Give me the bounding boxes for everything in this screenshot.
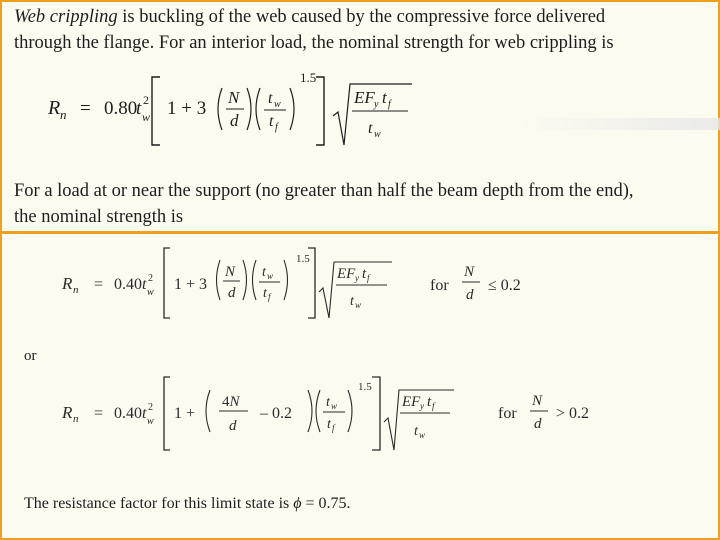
eq2-condition: ≤ 0.2	[488, 277, 521, 294]
eq1-exp: 1.5	[300, 70, 317, 85]
svg-text:t: t	[326, 395, 330, 410]
eq1-N: N	[228, 88, 240, 107]
svg-text:w: w	[419, 430, 426, 440]
svg-text:w: w	[267, 271, 274, 281]
svg-text:N: N	[532, 393, 543, 409]
svg-text:d: d	[228, 285, 236, 301]
svg-text:y: y	[355, 273, 359, 283]
eq1-coef: 0.80	[104, 98, 138, 119]
svg-text:4N: 4N	[222, 394, 240, 410]
svg-text:t: t	[350, 294, 354, 309]
resistance-line	[24, 493, 351, 515]
svg-text:f: f	[275, 122, 278, 133]
svg-text:R: R	[62, 274, 73, 293]
svg-text:w: w	[374, 129, 381, 140]
svg-text:– 0.2: – 0.2	[260, 405, 292, 422]
svg-text:N: N	[464, 264, 475, 280]
svg-text:t: t	[368, 120, 373, 137]
svg-text:t: t	[382, 88, 387, 107]
eq1-d: d	[230, 111, 239, 130]
svg-text:f: f	[388, 99, 391, 110]
eq3-coef: 0.40	[114, 405, 142, 422]
svg-text:1 +: 1 +	[174, 405, 196, 422]
support-line-2: the nominal strength is	[14, 207, 184, 227]
svg-text:t: t	[269, 113, 274, 130]
svg-text:y: y	[420, 401, 424, 411]
svg-text:n: n	[73, 413, 79, 425]
svg-text:2: 2	[148, 402, 153, 413]
phi-symbol: ϕ	[293, 495, 302, 512]
svg-text:f: f	[268, 292, 271, 302]
svg-text:w: w	[331, 401, 338, 411]
svg-text:R: R	[62, 403, 73, 422]
svg-text:t: t	[414, 424, 418, 439]
svg-text:EF: EF	[337, 266, 356, 282]
svg-text:t: t	[263, 286, 267, 301]
eq1-equals: =	[80, 98, 91, 119]
svg-text:w: w	[274, 99, 281, 110]
eq2-for: for	[430, 277, 449, 294]
support-line-1: For a load at or near the support (no greater than half the beam depth from the end),	[14, 181, 634, 201]
svg-text:EF: EF	[354, 88, 375, 107]
svg-text:t: t	[268, 90, 273, 107]
svg-text:=: =	[94, 276, 104, 293]
svg-text:N: N	[225, 264, 236, 280]
web-crippling-term: Web crippling	[14, 7, 118, 27]
resistance-text: The resistance factor for this limit state is	[24, 495, 290, 512]
svg-text:d: d	[534, 416, 542, 432]
svg-text:=: =	[94, 405, 104, 422]
svg-text:f: f	[332, 423, 335, 433]
svg-text:t: t	[327, 417, 331, 432]
svg-text:n: n	[73, 284, 79, 296]
resistance-value: = 0.75.	[305, 495, 351, 512]
svg-text:w: w	[147, 287, 154, 298]
svg-text:2: 2	[148, 273, 153, 284]
eq2-exp: 1.5	[296, 253, 310, 265]
eq1-t: t	[136, 98, 142, 119]
svg-text:1 + 3: 1 + 3	[174, 276, 208, 293]
svg-text:t: t	[362, 266, 367, 282]
eq1-t-exp: 2	[143, 93, 149, 107]
svg-text:t: t	[142, 405, 147, 422]
eq1-one-plus: 1 + 3	[167, 98, 207, 119]
eq2-coef: 0.40	[114, 276, 142, 293]
eq1-R-sub: n	[60, 107, 67, 122]
svg-text:w: w	[147, 416, 154, 427]
svg-text:f: f	[367, 273, 370, 283]
svg-text:t: t	[262, 265, 266, 280]
svg-text:w: w	[355, 300, 362, 310]
svg-text:f: f	[432, 401, 435, 411]
svg-text:y: y	[374, 99, 379, 110]
eq1-R: R	[48, 97, 61, 119]
svg-text:d: d	[466, 287, 474, 303]
svg-text:t: t	[427, 394, 432, 410]
intro-line-2: through the flange. For an interior load, the nominal strength for web crippling is	[14, 33, 614, 53]
eq3-for: for	[498, 405, 517, 422]
or-label: or	[24, 348, 37, 364]
eq3-exp: 1.5	[358, 381, 372, 393]
intro-line-1-rest: is buckling of the web caused by the compressive force delivered	[117, 7, 606, 27]
eq1-t-sub: w	[142, 110, 151, 124]
svg-text:t: t	[142, 276, 147, 293]
svg-text:EF: EF	[402, 394, 421, 410]
svg-text:d: d	[229, 418, 237, 434]
eq3-condition: > 0.2	[556, 405, 590, 422]
